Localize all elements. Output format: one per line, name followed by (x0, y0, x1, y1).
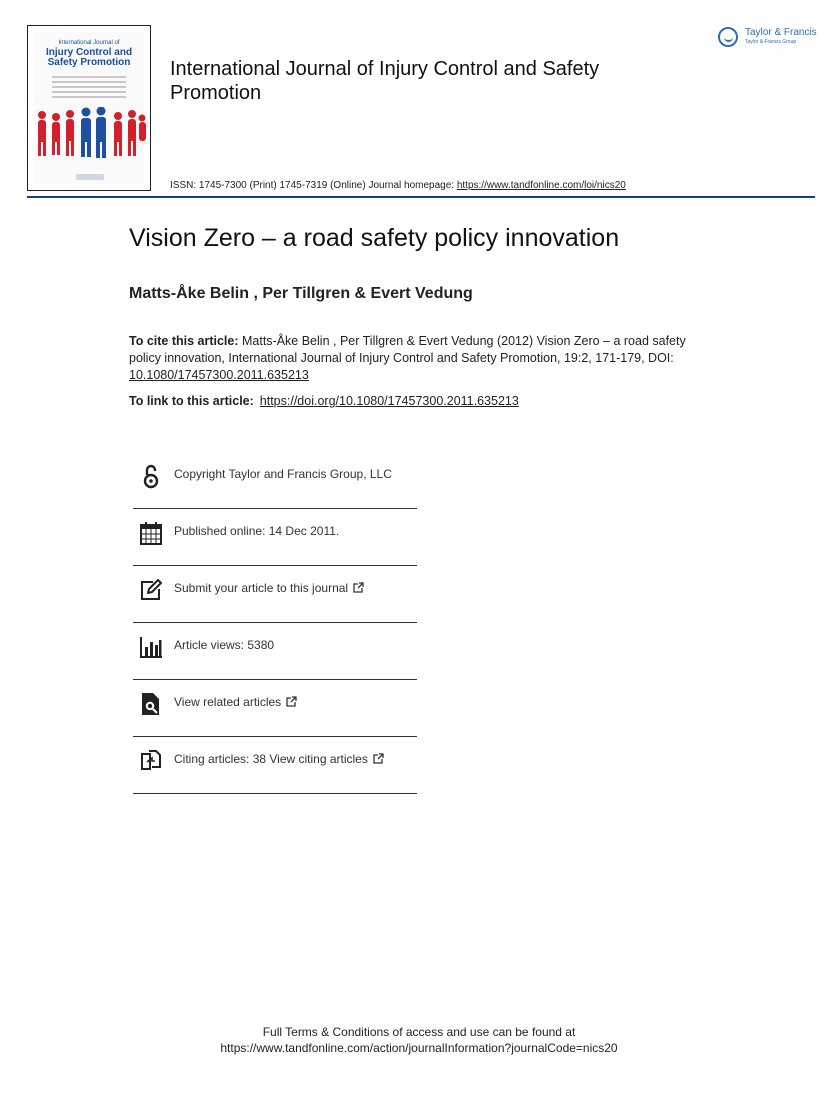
cover-text-lines (52, 76, 126, 101)
cite-text: Matts-Åke Belin , Per Tillgren & Evert Vedung (2012) Vision Zero – a road safety policy innovation, International Journal of Injury Control and Safety Promotion, 19:2, 171-179, DOI: (129, 334, 686, 365)
list-item-published (133, 509, 417, 566)
related-articles-label: View related articles (174, 695, 282, 709)
cite-label: To cite this article: (129, 334, 239, 348)
publisher-logo-icon (718, 27, 738, 47)
issn-line (170, 180, 626, 191)
cover-title (34, 38, 144, 68)
list-item-views (133, 623, 417, 680)
calendar-icon (139, 520, 163, 546)
list-item-copyright (133, 452, 417, 509)
cover-publisher-logo (76, 174, 104, 180)
article-info-list (133, 452, 417, 794)
list-item-related[interactable] (133, 680, 417, 737)
footer-terms-text: Full Terms & Conditions of access and use can be found at (262, 1025, 576, 1039)
bar-chart-icon (139, 634, 163, 660)
link-label: To link to this article: (129, 394, 254, 408)
article-authors: Matts-Åke Belin , Per Tillgren & Evert Vedung (129, 285, 473, 302)
footer-terms-link[interactable]: https://www.tandfonline.com/action/journalInformation?journalCode=nics20 (220, 1041, 618, 1055)
submit-article-link[interactable] (174, 581, 364, 595)
cover-title-line-2: Injury Control and (45, 47, 133, 58)
article-doi-url-link[interactable]: https://doi.org/10.1080/17457300.2011.635213 (259, 394, 519, 408)
journal-homepage-link[interactable]: https://www.tandfonline.com/loi/nics20 (456, 180, 626, 191)
citing-articles-label: Citing articles: 38 View citing articles (174, 752, 368, 766)
submit-article-label: Submit your article to this journal (174, 581, 349, 595)
cover-title-line-3: Safety Promotion (47, 57, 131, 68)
citing-articles-link[interactable] (174, 752, 384, 766)
external-link-icon (373, 753, 384, 764)
search-document-icon (139, 691, 163, 717)
article-title: Vision Zero – a road safety policy innovation (129, 224, 620, 252)
published-date-label: Published online: 14 Dec 2011. (174, 524, 340, 538)
publisher-group-name: Taylor & Francis Group (745, 39, 797, 45)
doi-link[interactable]: 10.1080/17457300.2011.635213 (129, 368, 309, 382)
publisher-name: Taylor & Francis (745, 27, 817, 38)
cover-people-illustration (34, 107, 146, 159)
copyright-label: Copyright Taylor and Francis Group, LLC (174, 467, 392, 481)
cover-title-line-1: International Journal of (58, 40, 120, 46)
issn-text: ISSN: 1745-7300 (Print) 1745-7319 (Online) Journal homepage: (170, 180, 457, 191)
edit-icon (139, 577, 163, 603)
header-divider (27, 196, 815, 198)
external-link-icon (353, 582, 364, 593)
related-articles-link[interactable] (174, 695, 297, 709)
citing-articles-icon (139, 748, 163, 774)
list-item-citing[interactable] (133, 737, 417, 794)
footer (0, 1024, 838, 1056)
journal-title: International Journal of Injury Control and Safety Promotion (170, 58, 600, 104)
article-link-line (129, 394, 519, 408)
citation-block (129, 333, 689, 384)
article-views-label: Article views: 5380 (174, 638, 275, 652)
open-access-icon (139, 463, 163, 489)
journal-cover-image (27, 25, 151, 191)
list-item-submit[interactable] (133, 566, 417, 623)
external-link-icon (286, 696, 297, 707)
